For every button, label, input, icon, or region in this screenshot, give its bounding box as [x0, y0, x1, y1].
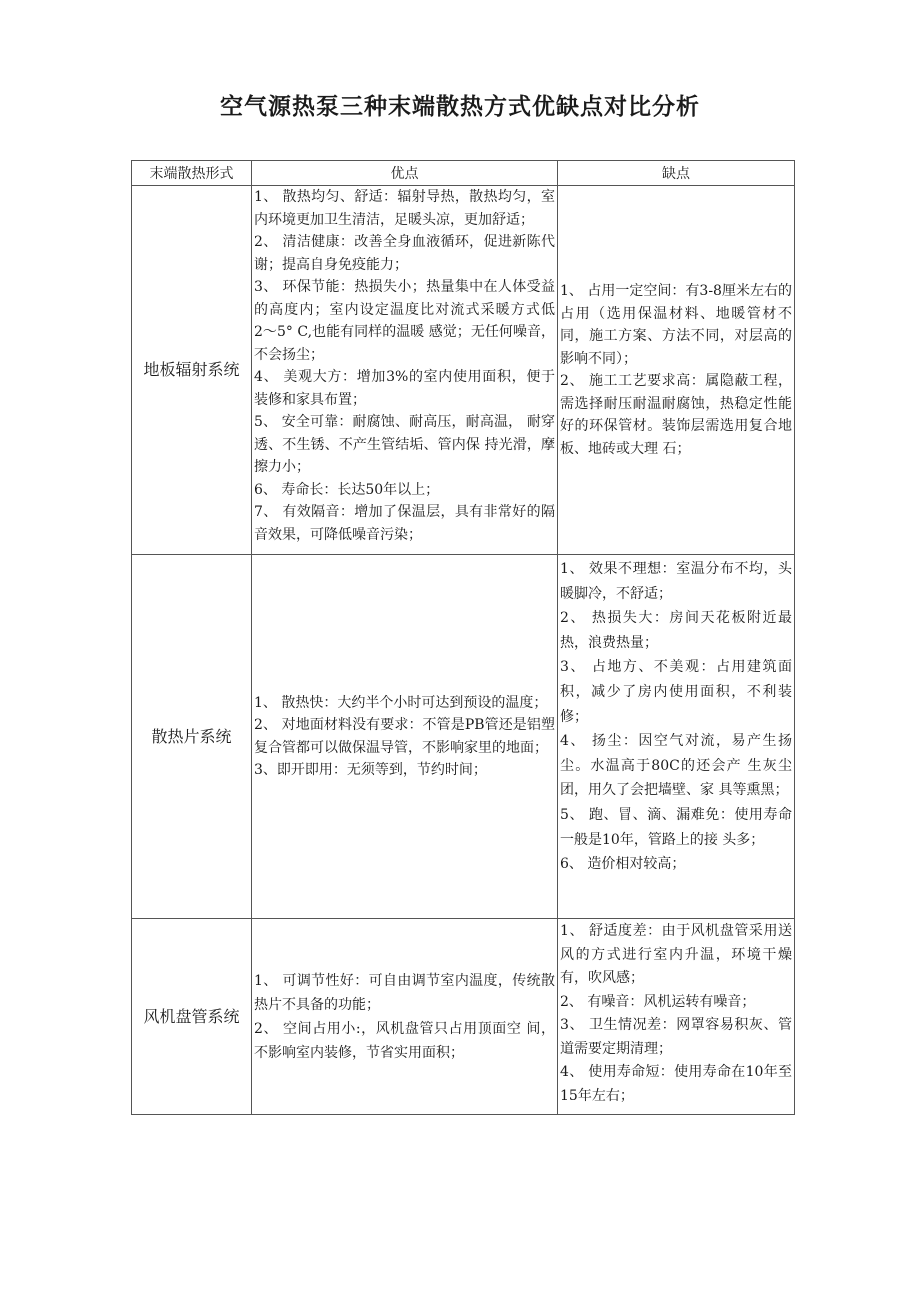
pros-item: 6、 寿命长：长达50年以上； [254, 481, 440, 498]
pros-item: 3、 环保节能：热损失小；热量集中在人体受益的高度内；室内设定温度比对流式采暖方式低2〜5° C,也能有同样的温暖 感觉；无任何噪音，不会扬尘； [254, 279, 555, 363]
cons-cell [558, 186, 795, 555]
pros-cell [252, 186, 558, 555]
pros-item: 5、 安全可靠：耐腐蚀、耐高压，耐高温， 耐穿透、不生锈、不产生管结垢、管内保 持光滑，摩擦力小； [254, 414, 555, 475]
cons-item: 1、 占用一定空间：有3-8厘米左右的占用（选用保温材料、地暖管材不同，施工方案、方法不同，对层高的影响不同）； [560, 283, 792, 367]
type-cell: 散热片系统 [132, 555, 252, 919]
pros-item: 3、即开即用：无须等到，节约时间； [254, 762, 487, 778]
header-pros: 优点 [252, 161, 558, 186]
table-header-row [132, 161, 795, 186]
type-cell: 地板辐射系统 [132, 186, 252, 555]
cons-item: 1、 舒适度差：由于风机盘管采用送风的方式进行室内升温，环境干燥有，吹风感； [560, 923, 792, 986]
comparison-table [131, 160, 795, 1115]
type-cell: 风机盘管系统 [132, 919, 252, 1115]
cons-item: 3、 占地方、不美观：占用建筑面积，减少了房内使用面积，不利装修； [560, 659, 792, 725]
cons-item: 6、 造价相对较高； [560, 856, 686, 873]
pros-cell [252, 919, 558, 1115]
pros-item: 4、 美观大方：增加3%的室内使用面积，便于装修和家具布置； [254, 369, 555, 408]
pros-item: 2、 清洁健康：改善全身血液循环，促进新陈代谢；提高自身免疫能力； [254, 234, 555, 273]
cons-item: 2、 有噪音：风机运转有噪音； [560, 993, 756, 1010]
cons-item: 4、 使用寿命短：使用寿命在10年至15年左右； [560, 1064, 792, 1104]
pros-item: 1、 散热快：大约半个小时可达到预设的温度； [254, 694, 548, 711]
pros-item: 1、 散热均匀、舒适：辐射导热，散热均匀，室内环境更加卫生清洁，足暖头凉，更加舒适； [254, 189, 555, 228]
cons-cell [558, 919, 795, 1115]
table-row-fan-coil [132, 919, 795, 1115]
pros-cell [252, 555, 558, 919]
cons-item: 2、 施工工艺要求高：属隐蔽工程，需选择耐压耐温耐腐蚀，热稳定性能好的环保管材。装饰层需选用复合地板、地砖或大理 石； [560, 373, 792, 457]
header-type: 末端散热形式 [132, 161, 252, 186]
pros-item: 2、 空间占用小:，风机盘管只占用顶面空 间，不影响室内装修，节省实用面积； [254, 1020, 555, 1061]
cons-cell [558, 555, 795, 919]
pros-item: 7、 有效隔音：增加了保温层，具有非常好的隔音效果，可降低噪音污染； [254, 504, 555, 543]
cons-item: 5、 跑、冒、滴、漏难免：使用寿命一般是10年，管路上的接 头多； [560, 806, 792, 848]
cons-item: 1、 效果不理想：室温分布不均，头暖脚冷，不舒适； [560, 561, 792, 602]
pros-item: 2、 对地面材料没有要求：不管是PB管还是铝塑复合管都可以做保温导管，不影响家里的地面； [254, 717, 555, 756]
header-cons: 缺点 [558, 161, 795, 186]
cons-item: 3、 卫生情况差：网罩容易积灰、管道需要定期清理； [560, 1017, 792, 1057]
table-row-radiator [132, 555, 795, 919]
cons-item: 4、 扬尘：因空气对流，易产生扬尘。水温高于80C的还会产 生灰尘团，用久了会把墙壁、家 具等熏黑； [560, 733, 792, 799]
document-title: 空气源热泵三种末端散热方式优缺点对比分析 [220, 94, 700, 120]
cons-item: 2、 热损失大：房间天花板附近最热，浪费热量； [560, 610, 792, 651]
table-row-floor-radiant [132, 186, 795, 555]
pros-item: 1、 可调节性好：可自由调节室内温度，传统散热片不具备的功能； [254, 972, 555, 1013]
